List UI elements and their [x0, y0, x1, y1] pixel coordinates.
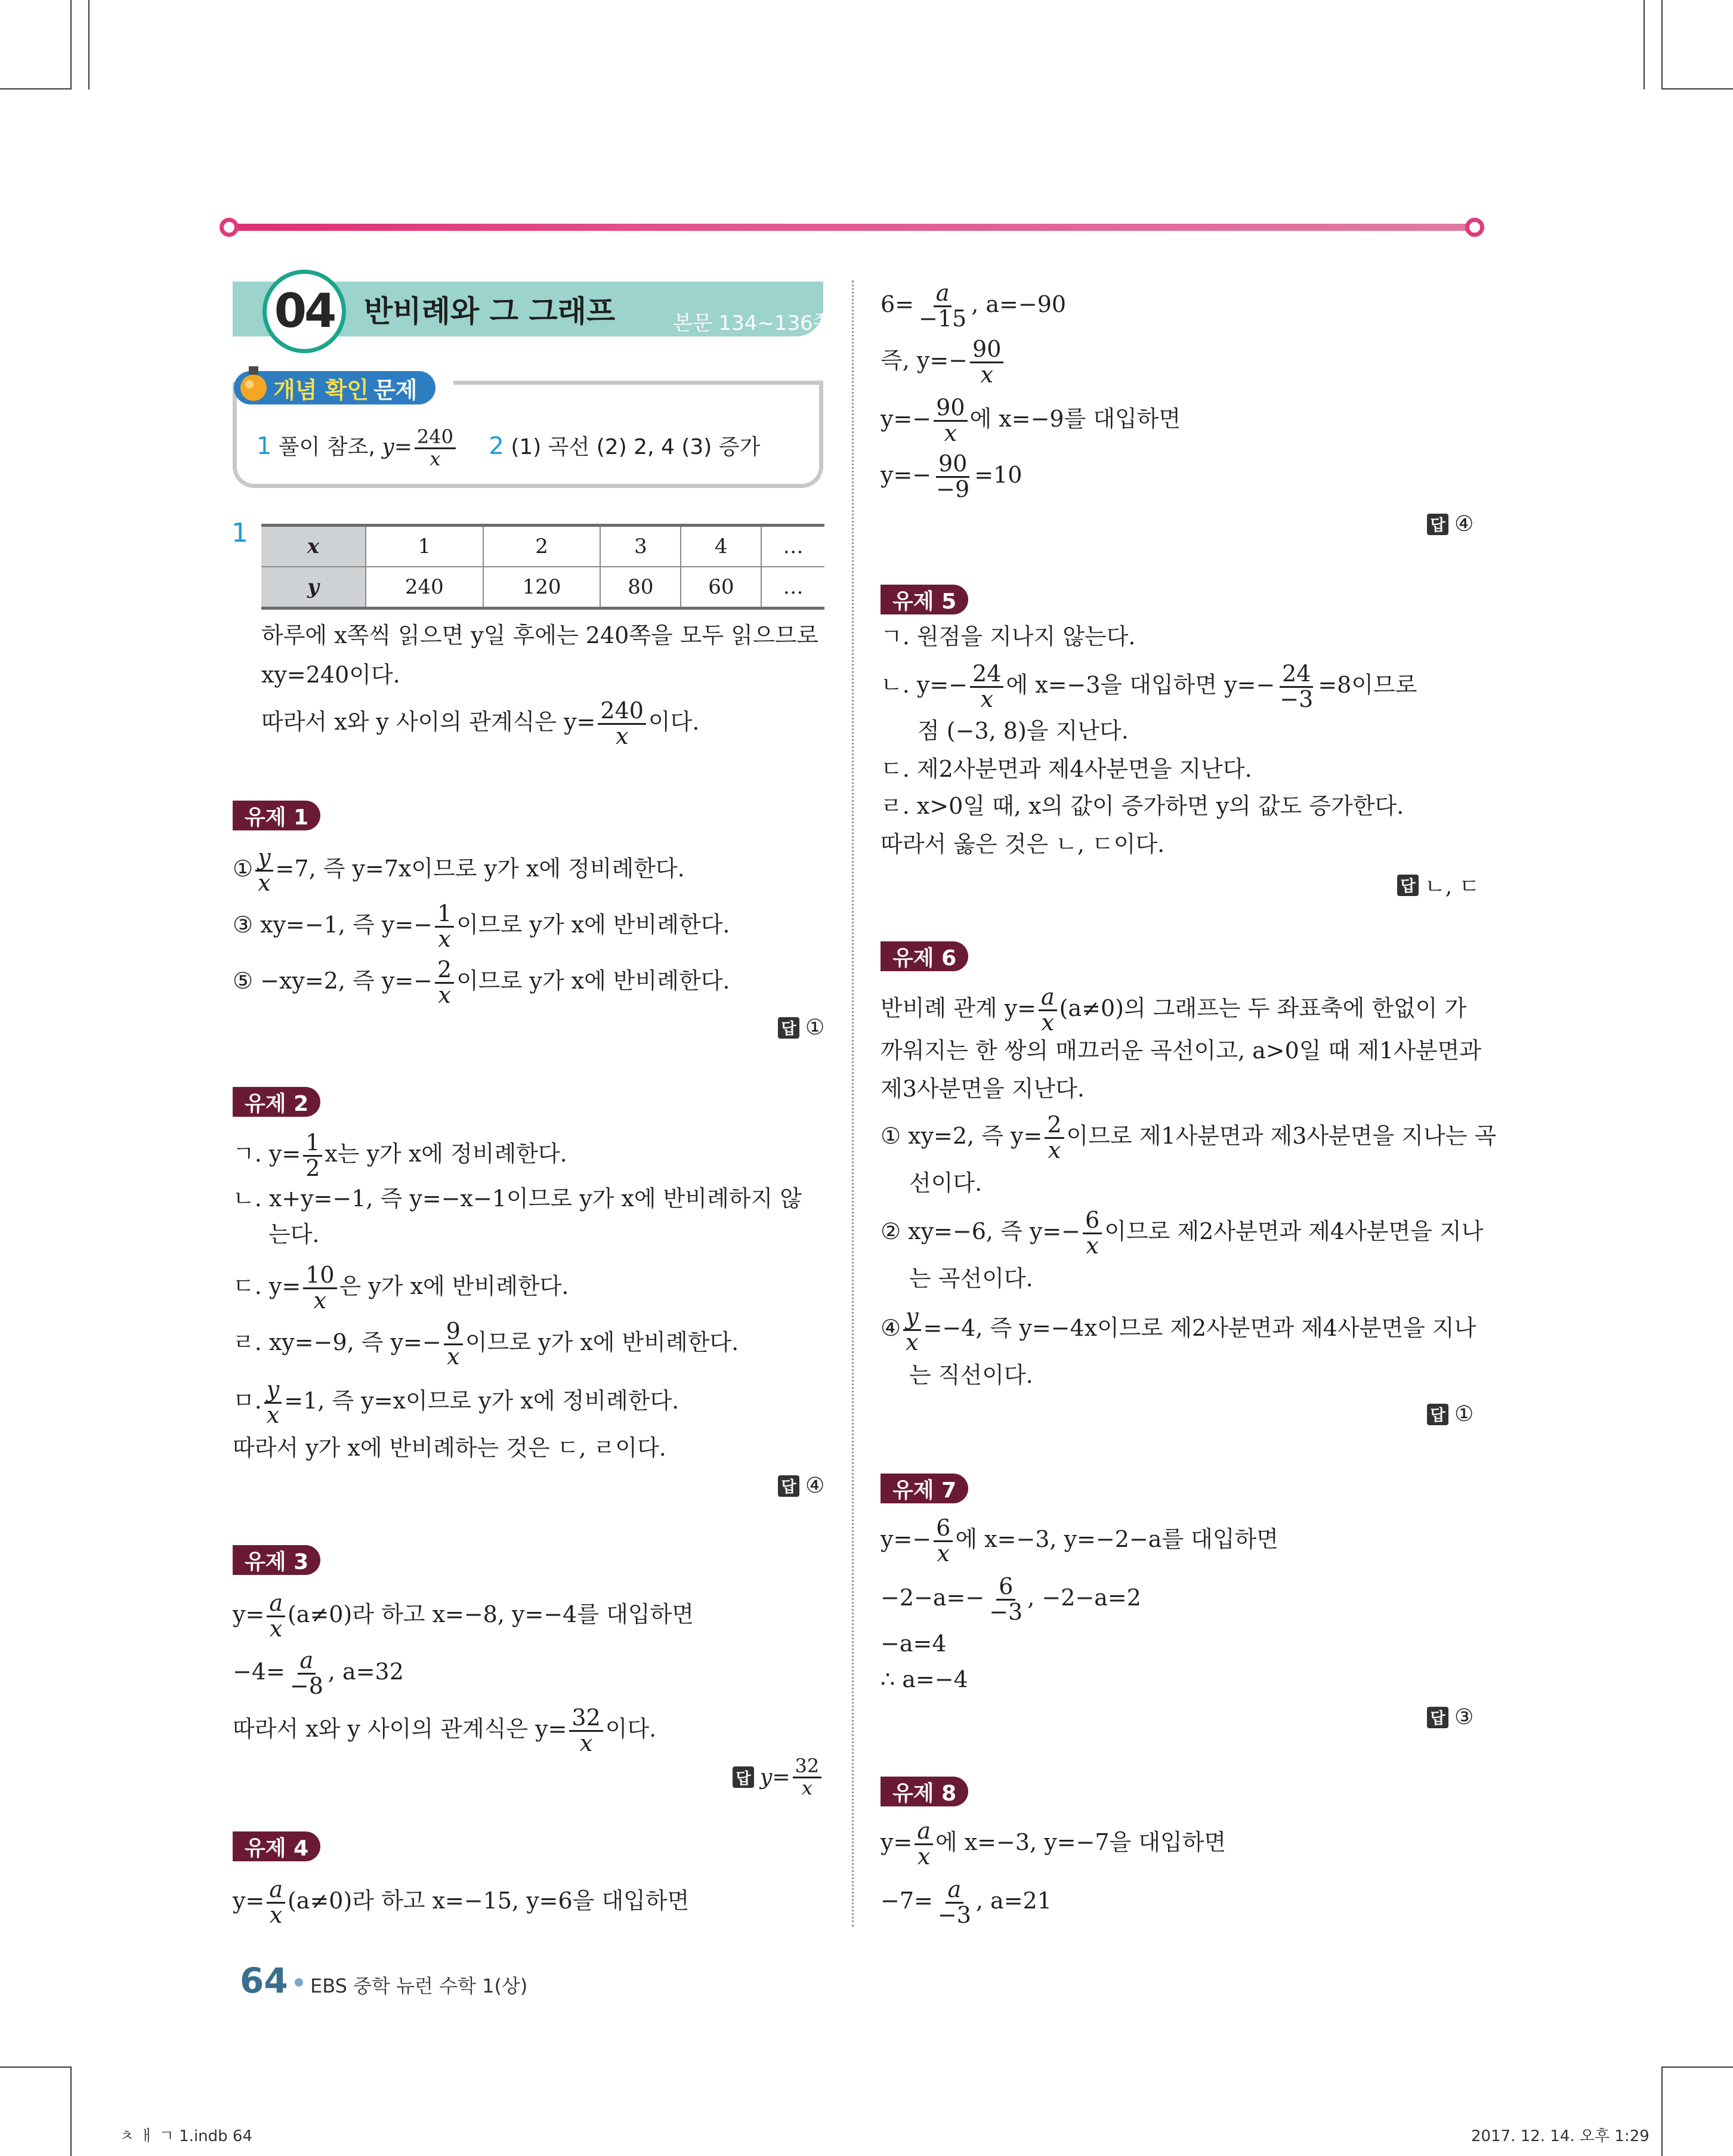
example-1-tag: 유제 1	[233, 801, 320, 830]
answer-icon: 답	[1397, 875, 1419, 896]
ex4-right-line-2: 즉, y=− $\frac{90}{x}$	[881, 338, 1006, 387]
ex5-line-1: ㄱ. 원점을 지나지 않는다.	[881, 623, 1136, 650]
ex1-line-3: ⑤ −xy=2, 즉 y=− $\frac{2}{x}$ 이므로 y가 x에 반비례한다.	[233, 956, 730, 1008]
ex7-line-2: −2−a=− $\frac{6}{-3}$ , −2−a=2	[881, 1573, 1141, 1625]
slug-right: 2017. 12. 14. 오후 1:29	[1471, 2127, 1649, 2145]
q1-line-2: xy=240이다.	[261, 662, 400, 688]
ex2-line-4: ㄹ. xy=−9, 즉 y=− $\frac{9}{x}$ 이므로 y가 x에 반비례한다.	[233, 1318, 739, 1370]
ex2-line-5: ㅁ. $\frac{y}{x}$ =1, 즉 y=x이므로 y가 x에 정비례한다.	[233, 1376, 679, 1428]
ex6-line-9: 는 직선이다.	[909, 1362, 1033, 1388]
answer-icon: 답	[778, 1475, 799, 1497]
question-1-number: 1	[231, 518, 248, 548]
ex4-right-line-1: 6= $\frac{a}{-15}$ , a=−90	[881, 280, 1067, 332]
column-divider	[852, 280, 854, 1927]
table-cell: 1	[366, 526, 483, 567]
top-decor-dot-right	[1465, 218, 1484, 237]
table-row	[261, 567, 824, 609]
ex7-line-1: y=− $\frac{6}{x}$ 에 x=−3, y=−2−a를 대입하면	[881, 1515, 1279, 1567]
concept-item-2-text: (1) 곡선 (2) 2, 4 (3) 증가	[511, 435, 761, 460]
concept-answers	[257, 427, 760, 469]
top-decor-dot-left	[220, 218, 239, 237]
concept-tab-label: 개념 확인	[273, 376, 369, 403]
ex5-answer: 답 ㄴ, ㄷ	[1397, 870, 1479, 900]
ex2-line-1: ㄱ. y= $\frac{1}{2}$ x는 y가 x에 정비례한다.	[233, 1129, 567, 1181]
q1-line-3: 따라서 x와 y 사이의 관계식은 y= $\frac{240}{x}$ 이다.	[261, 697, 700, 749]
answer-icon: 답	[1427, 1707, 1448, 1728]
ex6-line-4: ① xy=2, 즉 y= $\frac{2}{x}$ 이므로 제1사분면과 제3사분면을 지나는 곡	[881, 1111, 1497, 1163]
concept-item-2-num: 2	[489, 433, 504, 461]
table-cell: …	[761, 567, 824, 609]
crop-mark	[1661, 88, 1733, 89]
ex8-line-2: −7= $\frac{a}{-3}$ , a=21	[881, 1876, 1052, 1928]
lightbulb-icon	[237, 364, 270, 406]
concept-item-1-num: 1	[257, 433, 272, 461]
table-header-y: y	[261, 567, 366, 609]
answer-icon: 답	[1427, 1404, 1448, 1425]
slug-left: ㅊ ㅐ ㄱ 1.indb 64	[119, 2127, 253, 2145]
table-cell: 2	[483, 526, 601, 567]
ex2-line-6: 따라서 y가 x에 반비례하는 것은 ㄷ, ㄹ이다.	[233, 1435, 666, 1461]
answer-icon: 답	[1427, 514, 1448, 535]
table-cell: 60	[681, 567, 761, 609]
concept-item-1-fraction: $\frac{240}{x}$	[415, 427, 456, 469]
table-header-x: x	[261, 526, 366, 567]
top-decor-line	[229, 224, 1475, 231]
ex4-answer: 답 ④	[1427, 512, 1473, 536]
ex2-answer: 답 ④	[778, 1474, 824, 1498]
crop-mark	[88, 0, 89, 89]
ex5-line-2: ㄴ. y=− $\frac{24}{x}$ 에 x=−3을 대입하면 y=− $\frac{24}{-3}$ =8이므로	[881, 660, 1417, 712]
ex4-right-line-3: y=− $\frac{90}{x}$ 에 x=−9를 대입하면	[881, 394, 1181, 446]
ex3-answer: 답 y= $\frac{32}{x}$	[733, 1756, 824, 1798]
ex7-line-4: ∴ a=−4	[881, 1666, 968, 1692]
ex6-line-6: ② xy=−6, 즉 y=− $\frac{6}{x}$ 이므로 제2사분면과 제4사분면을 지나	[881, 1207, 1484, 1259]
crop-mark	[0, 88, 72, 89]
ex6-line-2: 까워지는 한 쌍의 매끄러운 곡선이고, a>0일 때 제1사분면과	[881, 1037, 1482, 1064]
page-number: 64	[240, 1960, 288, 2001]
example-6-tag: 유제 6	[881, 941, 968, 971]
crop-mark	[1661, 0, 1663, 88]
example-7-tag: 유제 7	[881, 1474, 968, 1503]
ex6-line-3: 제3사분면을 지난다.	[881, 1076, 1085, 1102]
ex7-answer: 답 ③	[1427, 1705, 1473, 1729]
ex4-right-line-4: y=− $\frac{90}{-9}$ =10	[881, 450, 1022, 502]
ex3-line-2: −4= $\frac{a}{-8}$ , a=32	[233, 1647, 404, 1699]
ex5-line-4: ㄷ. 제2사분면과 제4사분면을 지난다.	[881, 756, 1252, 782]
example-2-tag: 유제 2	[233, 1087, 320, 1117]
concept-item-1-text: 풀이 참조,	[278, 435, 375, 460]
table-cell: 120	[483, 567, 601, 609]
ex5-line-3: 점 (−3, 8)을 지난다.	[918, 718, 1129, 744]
ex6-answer: 답 ①	[1427, 1402, 1473, 1426]
section-page-ref: 본문 134~136쪽	[673, 311, 833, 335]
section-title: 반비례와 그 그래프	[364, 294, 616, 329]
example-3-tag: 유제 3	[233, 1545, 320, 1575]
example-5-tag: 유제 5	[881, 585, 968, 614]
ex2-line-3: ㄷ. y= $\frac{10}{x}$ 은 y가 x에 반비례한다.	[233, 1262, 569, 1314]
crop-mark	[1644, 0, 1645, 89]
crop-mark	[70, 2067, 72, 2156]
example-4-tag: 유제 4	[233, 1831, 320, 1861]
ex4-line-1: y= $\frac{a}{x}$ (a≠0)라 하고 x=−15, y=6을 대입하면	[233, 1876, 690, 1928]
example-8-tag: 유제 8	[881, 1777, 968, 1806]
table-cell: 3	[600, 526, 681, 567]
ex8-line-1: y= $\frac{a}{x}$ 에 x=−3, y=−7을 대입하면	[881, 1818, 1227, 1870]
ex3-line-3: 따라서 x와 y 사이의 관계식은 y= $\frac{32}{x}$ 이다.	[233, 1704, 657, 1756]
concept-tab-label-2: 문제	[373, 376, 418, 403]
crop-mark	[70, 0, 72, 88]
ex7-line-3: −a=4	[881, 1630, 947, 1657]
xy-table	[261, 524, 824, 610]
table-cell: 240	[366, 567, 483, 609]
ex5-line-5: ㄹ. x>0일 때, x의 값이 증가하면 y의 값도 증가한다.	[881, 793, 1404, 819]
table-cell: 4	[681, 526, 761, 567]
answer-icon: 답	[778, 1017, 799, 1039]
table-cell: …	[761, 526, 824, 567]
book-title: EBS 중학 뉴런 수학 1(상)	[310, 1975, 528, 1997]
crop-mark	[0, 2067, 72, 2068]
ex2-line-2: ㄴ. x+y=−1, 즉 y=−x−1이므로 y가 x에 반비례하지 않	[233, 1185, 802, 1212]
crop-mark	[1661, 2067, 1733, 2068]
ex6-line-8: ④ $\frac{y}{x}$ =−4, 즉 y=−4x이므로 제2사분면과 제4사분면을 지나	[881, 1304, 1476, 1355]
ex6-line-7: 는 곡선이다.	[909, 1265, 1033, 1292]
ex3-line-1: y= $\frac{a}{x}$ (a≠0)라 하고 x=−8, y=−4를 대입하면	[233, 1590, 694, 1642]
footer-bullet	[295, 1978, 303, 1987]
concept-item-1-y: y=	[382, 435, 412, 460]
q1-line-1: 하루에 x쪽씩 읽으면 y일 후에는 240쪽을 모두 읽으므로	[261, 622, 819, 648]
answer-icon: 답	[733, 1766, 754, 1788]
crop-mark	[1661, 2067, 1663, 2156]
table-row	[261, 526, 824, 567]
ex5-line-6: 따라서 옳은 것은 ㄴ, ㄷ이다.	[881, 831, 1165, 857]
ex1-line-2: ③ xy=−1, 즉 y=− $\frac{1}{x}$ 이므로 y가 x에 반비례한다.	[233, 900, 730, 952]
ex6-line-1: 반비례 관계 y= $\frac{a}{x}$ (a≠0)의 그래프는 두 좌표축에 한없이 가	[881, 984, 1467, 1036]
table-cell: 80	[600, 567, 681, 609]
ex1-answer: 답 ①	[778, 1015, 824, 1040]
ex1-line-1: ① $\frac{y}{x}$ =7, 즉 y=7x이므로 y가 x에 정비례한다.	[233, 844, 685, 896]
section-number: 04	[262, 270, 346, 353]
ex2-line-2-cont: 는다.	[268, 1221, 320, 1247]
top-decor-bar	[220, 218, 1484, 237]
ex6-line-5: 선이다.	[909, 1170, 983, 1196]
